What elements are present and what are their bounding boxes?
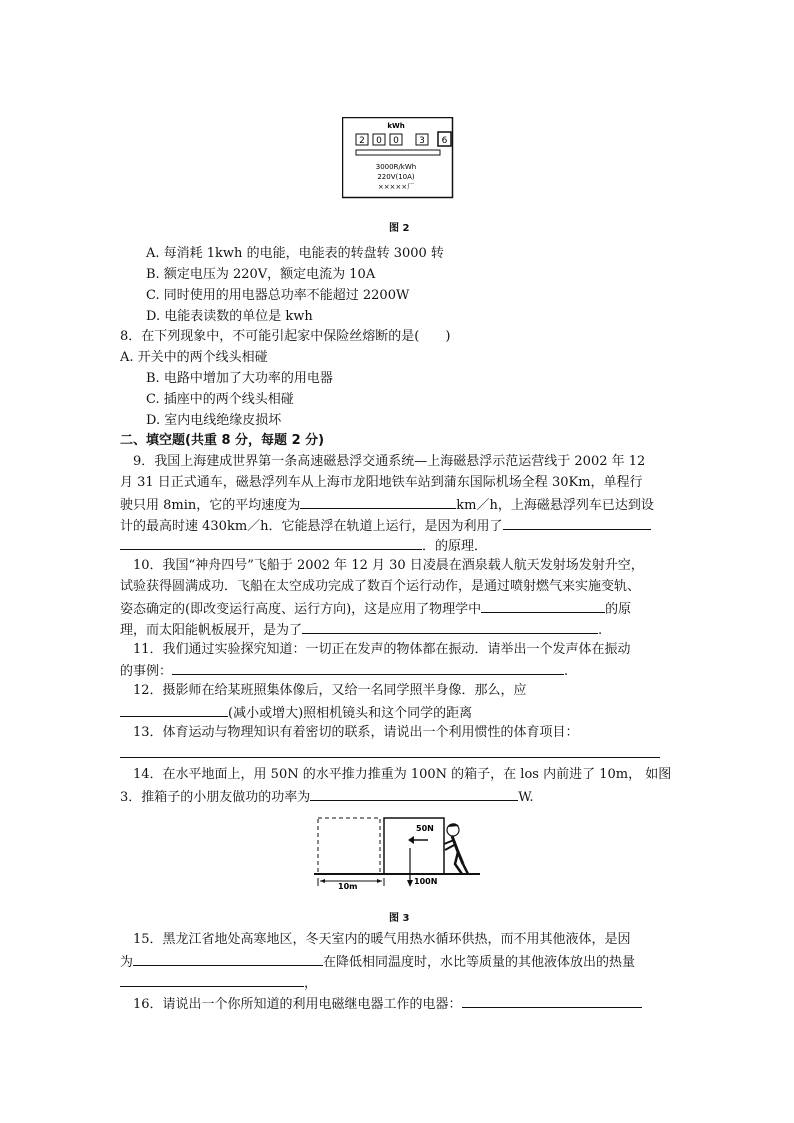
- q13-line-2: [120, 743, 660, 765]
- distance-label: 10m: [338, 882, 358, 891]
- q9-line-4-text: 计的最高时速 430km／h．它能悬浮在轨道上运行，是因为利用了: [120, 519, 503, 534]
- q10-line-3: [120, 598, 631, 620]
- q7-option-a: A. 每消耗 1kwh 的电能，电能表的转盘转 3000 转: [146, 246, 444, 261]
- child-pushing-icon: [444, 823, 468, 874]
- meter-digit: 3: [419, 136, 425, 146]
- q8-option-a: A. 开关中的两个线头相碰: [120, 350, 268, 365]
- q9-line-5-text: ．的原理．: [422, 539, 488, 554]
- q9-line-3: [120, 494, 654, 516]
- section-2-heading: 二、填空题(共重 8 分，每题 2 分): [120, 433, 325, 448]
- q14-line-2: [120, 786, 534, 808]
- meter-disc-window: [356, 150, 440, 155]
- q15-line-3: [120, 972, 317, 994]
- q11-line-2-end: .: [564, 664, 569, 679]
- meter-rating: 220V(10A): [377, 173, 415, 181]
- q8-option-d: D. 室内电线绝缘皮损坏: [146, 413, 282, 428]
- q7-option-d: D. 电能表读数的单位是 kwh: [146, 309, 313, 324]
- figure-2-caption: 图 2: [389, 223, 410, 234]
- q16-line-1-text: 16．请说出一个你所知道的利用电磁继电器工作的电器：: [133, 997, 462, 1012]
- q10-line-4: [120, 619, 602, 641]
- q11-line-2-text: 的事例：: [120, 664, 173, 679]
- q9-line-5: [120, 535, 487, 557]
- q9-blank-speed[interactable]: [300, 494, 456, 509]
- q11-line-1: 11．我们通过实验探究知道：一切正在发声的物体都在振动．请举出一个发声体在振动: [133, 642, 631, 657]
- q15-line-3-end: ，: [304, 976, 318, 991]
- q9-line-3-a: 驶只用 8min，它的平均速度为: [120, 498, 301, 513]
- q9-line-2: 月 31 日正式通车，磁悬浮列车从上海市龙阳地铁车站到蒲东国际机场全程 30Km，单程行: [120, 475, 643, 490]
- figure-2-energy-meter: [342, 117, 454, 199]
- q15-blank-reason[interactable]: [133, 951, 323, 966]
- meter-maker: ×××××厂: [377, 183, 415, 191]
- q11-line-2: [120, 660, 568, 682]
- q7-option-b: B. 额定电压为 220V，额定电流为 10A: [146, 267, 376, 282]
- q14-blank-power[interactable]: [310, 786, 518, 801]
- q15-line-2-a: 为: [120, 955, 134, 970]
- q13-line-1: 13．体育运动与物理知识有着密切的联系，请说出一个利用惯性的体育项目：: [133, 725, 579, 740]
- q10-line-3-b: 的原: [605, 602, 632, 617]
- q8-option-c: C. 插座中的两个线头相碰: [146, 392, 294, 407]
- q9-blank-principle-1[interactable]: [503, 515, 651, 530]
- box-end-position: [384, 818, 444, 874]
- meter-digit: 0: [376, 136, 382, 146]
- figure-3-pushing-box: [312, 814, 484, 892]
- q9-line-1: 9．我国上海建成世界第一条高速磁悬浮交通系统—上海磁悬浮示范运营线于 2002 年 12: [133, 454, 646, 469]
- q11-blank-example[interactable]: [172, 660, 564, 675]
- q15-blank-heat[interactable]: [120, 972, 304, 987]
- weight-label: 100N: [414, 877, 438, 886]
- q10-blank-principle[interactable]: [481, 598, 605, 613]
- q15-line-2-b: 在降低相同温度时，水比等质量的其他液体放出的热量: [323, 955, 636, 970]
- figure-3-caption: 图 3: [389, 913, 410, 924]
- q16-blank-device[interactable]: [462, 993, 642, 1008]
- weight-arrow-icon: [407, 880, 413, 887]
- box-start-position: [318, 818, 380, 874]
- q7-option-c: C. 同时使用的用电器总功率不能超过 2200W: [146, 288, 410, 303]
- q15-line-1: 15．黑龙江省地处高寒地区，冬天室内的暖气用热水循环供热，而不用其他液体，是因: [133, 932, 631, 947]
- q12-line-2: [120, 702, 472, 724]
- q8-stem: 8．在下列现象中，不可能引起家中保险丝熔断的是( ): [120, 329, 451, 344]
- q9-blank-principle-2[interactable]: [120, 535, 422, 550]
- meter-rate: 3000R/kWh: [375, 163, 417, 171]
- q12-line-2-text: (减小或增大)照相机镜头和这个同学的距离: [228, 706, 473, 721]
- q15-line-2: [120, 951, 635, 973]
- q12-line-1: 12．摄影师在给某班照集体像后，又给一名同学照半身像．那么，应: [133, 683, 527, 698]
- q10-line-2: 试验获得圆满成功．飞船在太空成功完成了数百个运行动作，是通过喷射燃气来实施变轨、: [120, 579, 641, 594]
- q13-blank-sport[interactable]: [120, 743, 660, 758]
- force-label: 50N: [416, 824, 434, 833]
- q14-line-2-text: 3．推箱子的小朋友做功的功率为: [120, 790, 311, 805]
- q12-blank-distance[interactable]: [120, 702, 228, 717]
- q9-line-3-b: km／h，上海磁悬浮列车已达到设: [456, 498, 654, 513]
- q14-line-2-end: W.: [518, 790, 534, 805]
- q10-line-4-end: .: [598, 623, 603, 638]
- q9-line-4: [120, 515, 651, 537]
- q8-option-b: B. 电路中增加了大功率的用电器: [146, 371, 333, 386]
- meter-digit: 2: [359, 136, 365, 146]
- meter-unit-label: kWh: [387, 122, 405, 130]
- q10-line-4-text: 理，而太阳能帆板展开，是为了: [120, 623, 303, 638]
- q14-line-1: 14．在水平地面上，用 50N 的水平推力推重为 100N 的箱子，在 los 内前进了 10m， 如图: [133, 767, 672, 782]
- meter-digit: 0: [393, 136, 399, 146]
- q16-line-1: [133, 993, 642, 1015]
- q10-blank-purpose[interactable]: [302, 619, 598, 634]
- meter-digit-last: 6: [441, 136, 448, 146]
- q10-line-1: 10．我国“神舟四号”飞船于 2002 年 12 月 30 日凌晨在酒泉载人航天发射场发射升空，: [133, 558, 644, 573]
- q10-line-3-a: 姿态确定的(即改变运行高度、运行方向)，这是应用了物理学中: [120, 602, 482, 617]
